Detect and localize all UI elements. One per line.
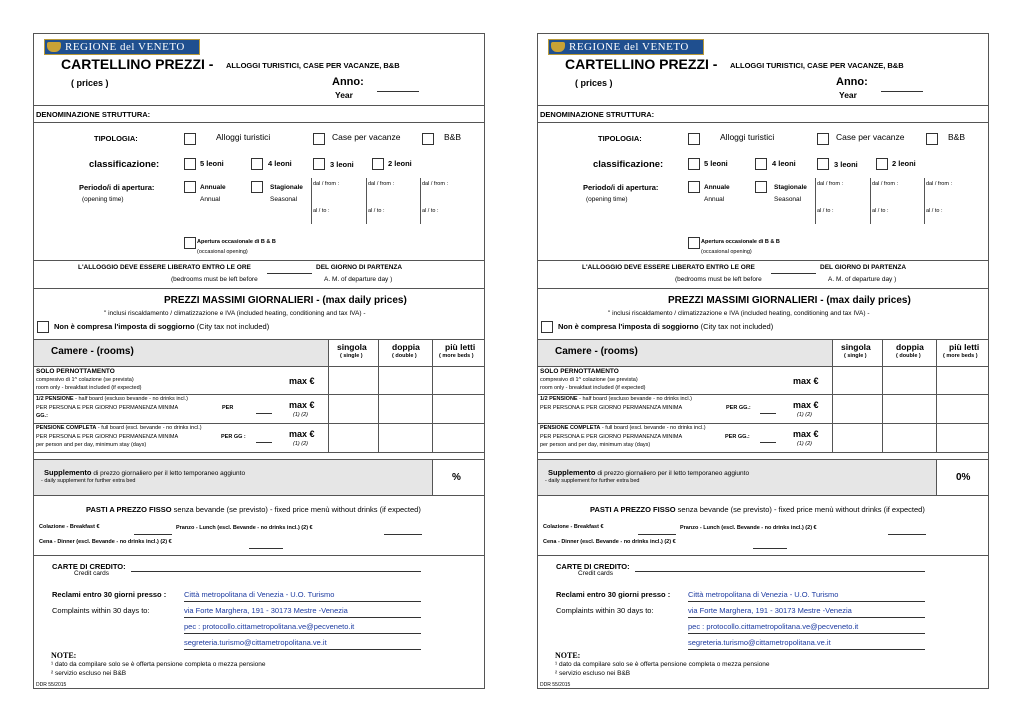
- camere-header: Camere - (rooms): [51, 346, 134, 357]
- pensione-completa-pergg: PER GG :: [221, 434, 246, 440]
- note-2: ² servizio escluso nei B&B: [555, 670, 631, 677]
- checkbox-apertura-occasionale[interactable]: [688, 237, 700, 249]
- pensione-completa-label: PENSIONE COMPLETA - full board (escl. bevande - no drinks incl.): [540, 425, 706, 431]
- price-card-right: [537, 33, 989, 689]
- stagionale-label: Stagionale: [270, 184, 303, 191]
- mezza-pensione-gg-field[interactable]: [760, 413, 776, 414]
- carte-credito-field[interactable]: [635, 571, 925, 572]
- anno-label: Anno:: [836, 76, 868, 88]
- contact-line-4: segreteria.turismo@cittametropolitana.ve.it: [688, 638, 831, 647]
- mezza-pensione-label: 1/2 PENSIONE - half board (escluso bevande - no drinks incl.): [36, 396, 188, 402]
- double-header: ( double ): [392, 353, 417, 359]
- prices-label: ( prices ): [71, 78, 109, 88]
- checkbox-alloggi-turistici[interactable]: [184, 133, 196, 145]
- apertura-occasionale-label: Apertura occasionale di B & B: [197, 239, 276, 245]
- option-3-leoni: 3 leoni: [330, 160, 354, 169]
- checkbox-imposta-soggiorno[interactable]: [37, 321, 49, 333]
- mezza-pensione-gg: GG.:: [36, 413, 48, 419]
- checkbox-4-leoni[interactable]: [251, 158, 263, 170]
- max-euro-mezza: max €: [793, 400, 819, 410]
- mezza-pensione-gg-field[interactable]: [256, 413, 272, 414]
- regione-veneto-logo: [44, 39, 200, 55]
- option-bb: B&B: [444, 132, 462, 142]
- option-3-leoni: 3 leoni: [834, 160, 858, 169]
- contact-line-2: via Forte Marghera, 191 - 30173 Mestre -Venezia: [688, 606, 852, 615]
- tipologia-label: TIPOLOGIA:: [598, 134, 642, 143]
- dal-from-1: dal / from :: [817, 181, 843, 187]
- logo-text: REGIONE del VENETO: [569, 41, 689, 53]
- note-12-completa: (1) (2): [293, 441, 308, 447]
- supplemento-label: Supplemento di prezzo giornaliero per il letto temporaneo aggiunto: [548, 468, 750, 477]
- mezza-pensione-per: PER GG.:: [726, 405, 751, 411]
- footer-code: DDR 55/2015: [540, 682, 571, 688]
- option-alloggi-turistici: Alloggi turistici: [720, 132, 775, 142]
- bedrooms-left-label: (bedrooms must be left before: [675, 276, 762, 283]
- checkbox-2-leoni[interactable]: [372, 158, 384, 170]
- checkbox-stagionale[interactable]: [755, 181, 767, 193]
- checkbox-5-leoni[interactable]: [688, 158, 700, 170]
- opening-time-label: (opening time): [586, 196, 628, 203]
- pensione-completa-gg-field[interactable]: [760, 442, 776, 443]
- mezza-pensione-label: 1/2 PENSIONE - half board (escluso bevande - no drinks incl.): [540, 396, 692, 402]
- checkbox-bb[interactable]: [422, 133, 434, 145]
- inclusi-note: " inclusi riscaldamento / climatizzazione e IVA (included heating, conditioning and tax IVA) -: [104, 310, 366, 317]
- apertura-occasionale-label: Apertura occasionale di B & B: [701, 239, 780, 245]
- anno-label: Anno:: [332, 76, 364, 88]
- annuale-label: Annuale: [704, 184, 730, 191]
- note-12-mezza: (1) (2): [797, 412, 812, 418]
- orario-field[interactable]: [267, 273, 312, 274]
- note-2: ² servizio escluso nei B&B: [51, 670, 127, 677]
- contact-line-4: segreteria.turismo@cittametropolitana.ve.it: [184, 638, 327, 647]
- pensione-completa-l2: PER PERSONA E PER GIORNO PERMANENZA MINIMA: [36, 434, 179, 440]
- pensione-completa-gg-field[interactable]: [256, 442, 272, 443]
- note-12-mezza: (1) (2): [293, 412, 308, 418]
- footer-code: DDR 55/2015: [36, 682, 67, 688]
- single-header: ( single ): [844, 353, 867, 359]
- mezza-pensione-l2: PER PERSONA E PER GIORNO PERMANENZA MINIMA: [36, 405, 179, 411]
- pasti-title: PASTI A PREZZO FISSO senza bevande (se previsto) - fixed price menù without drinks (if expected): [590, 505, 925, 514]
- cena-field[interactable]: [753, 548, 787, 549]
- supplemento-l2: - daily supplement for further extra bed: [545, 478, 640, 484]
- al-to-2: al / to :: [872, 208, 889, 214]
- option-case-per-vacanze: Case per vacanze: [332, 132, 401, 142]
- dal-from-3: dal / from :: [422, 181, 448, 187]
- note-title: NOTE:: [555, 651, 581, 660]
- checkbox-3-leoni[interactable]: [313, 158, 325, 170]
- solo-pernottamento-label: SOLO PERNOTTAMENTO: [36, 368, 115, 375]
- credit-cards-label: Credit cards: [74, 570, 110, 577]
- cena-label: Cena - Dinner (escl. Bevande - no drinks incl.) (2) €: [39, 539, 172, 545]
- singola-header: singola: [337, 342, 367, 352]
- option-bb: B&B: [948, 132, 966, 142]
- note-1: ¹ dato da compilare solo se è offerta pensione completa o mezza pensione: [51, 661, 266, 668]
- note-title: NOTE:: [51, 651, 77, 660]
- lion-shield-icon: [551, 42, 565, 52]
- supplemento-label: Supplemento di prezzo giornaliero per il letto temporaneo aggiunto: [44, 468, 246, 477]
- prezzi-massimi-title: PREZZI MASSIMI GIORNALIERI - (max daily prices): [668, 295, 911, 306]
- max-euro-completa: max €: [793, 429, 819, 439]
- solo-pernottamento-l2: compresivo di 1^ colazione (se prevista): [36, 377, 134, 383]
- option-5-leoni: 5 leoni: [704, 159, 728, 168]
- periodo-label: Periodo/i di apertura:: [79, 183, 155, 192]
- cena-label: Cena - Dinner (escl. Bevande - no drinks incl.) (2) €: [543, 539, 676, 545]
- periodo-label: Periodo/i di apertura:: [583, 183, 659, 192]
- dal-from-3: dal / from :: [926, 181, 952, 187]
- prezzi-massimi-title: PREZZI MASSIMI GIORNALIERI - (max daily prices): [164, 295, 407, 306]
- pranzo-label: Pranzo - Lunch (escl. Bevande - no drinks incl.) (2) €: [680, 525, 817, 531]
- checkbox-apertura-occasionale[interactable]: [184, 237, 196, 249]
- regione-veneto-logo: [548, 39, 704, 55]
- annual-label: Annual: [200, 196, 221, 203]
- supplemento-value: %: [452, 472, 461, 483]
- checkbox-alloggi-turistici[interactable]: [688, 133, 700, 145]
- checkbox-case-per-vacanze[interactable]: [817, 133, 829, 145]
- mezza-pensione-l2: PER PERSONA E PER GIORNO PERMANENZA MINIMA: [540, 405, 683, 411]
- complaints-label: Complaints within 30 days to:: [556, 606, 654, 615]
- max-euro-solo: max €: [793, 376, 819, 386]
- max-euro-completa: max €: [289, 429, 315, 439]
- checkbox-5-leoni[interactable]: [184, 158, 196, 170]
- piu-letti-header: più letti: [949, 342, 980, 352]
- option-alloggi-turistici: Alloggi turistici: [216, 132, 271, 142]
- form-subtitle: ALLOGGI TURISTICI, CASE PER VACANZE, B&B: [226, 61, 400, 70]
- imposta-note: Non è compresa l'imposta di soggiorno (City tax not included): [54, 322, 270, 331]
- al-to-3: al / to :: [926, 208, 943, 214]
- pensione-completa-l2: PER PERSONA E PER GIORNO PERMANENZA MINIMA: [540, 434, 683, 440]
- option-5-leoni: 5 leoni: [200, 159, 224, 168]
- price-card-left: [33, 33, 485, 689]
- double-header: ( double ): [896, 353, 921, 359]
- piu-letti-header: più letti: [445, 342, 476, 352]
- cena-field[interactable]: [249, 548, 283, 549]
- doppia-header: doppia: [896, 342, 924, 352]
- checkbox-3-leoni[interactable]: [817, 158, 829, 170]
- checkbox-2-leoni[interactable]: [876, 158, 888, 170]
- pensione-completa-label: PENSIONE COMPLETA - full board (escl. bevande - no drinks incl.): [36, 425, 202, 431]
- contact-line-1: Città metropolitana di Venezia - U.O. Turismo: [688, 590, 839, 599]
- year-label: Year: [335, 90, 353, 100]
- tipologia-label: TIPOLOGIA:: [94, 134, 138, 143]
- option-2-leoni: 2 leoni: [388, 159, 412, 168]
- checkbox-4-leoni[interactable]: [755, 158, 767, 170]
- max-euro-mezza: max €: [289, 400, 315, 410]
- carte-credito-field[interactable]: [131, 571, 421, 572]
- checkbox-imposta-soggiorno[interactable]: [541, 321, 553, 333]
- liberato-label: L'ALLOGGIO DEVE ESSERE LIBERATO ENTRO LE ORE: [582, 264, 755, 271]
- am-departure-label: A. M. of departure day ): [324, 276, 393, 283]
- note-12-completa: (1) (2): [797, 441, 812, 447]
- inclusi-note: " inclusi riscaldamento / climatizzazione e IVA (included heating, conditioning and tax IVA) -: [608, 310, 870, 317]
- denominazione-label: DENOMINAZIONE STRUTTURA:: [540, 110, 655, 119]
- year-label: Year: [839, 90, 857, 100]
- al-to-2: al / to :: [368, 208, 385, 214]
- more-beds-header: ( more beds ): [439, 353, 474, 359]
- checkbox-stagionale[interactable]: [251, 181, 263, 193]
- anno-field[interactable]: [377, 91, 419, 92]
- supplemento-l2: - daily supplement for further extra bed: [41, 478, 136, 484]
- credit-cards-label: Credit cards: [578, 570, 614, 577]
- logo-text: REGIONE del VENETO: [65, 41, 185, 53]
- checkbox-annuale[interactable]: [184, 181, 196, 193]
- dal-from-1: dal / from :: [313, 181, 339, 187]
- am-departure-label: A. M. of departure day ): [828, 276, 897, 283]
- giorno-partenza-label: DEL GIORNO DI PARTENZA: [820, 264, 907, 271]
- checkbox-bb[interactable]: [926, 133, 938, 145]
- solo-pernottamento-l3: room only - breakfast included (if expected): [540, 385, 646, 391]
- pensione-completa-l3: per person and per day, minimum stay (days): [540, 442, 651, 448]
- anno-field[interactable]: [881, 91, 923, 92]
- al-to-3: al / to :: [422, 208, 439, 214]
- form-title: CARTELLINO PREZZI -: [565, 56, 718, 72]
- colazione-label: Colazione - Breakfast €: [39, 524, 100, 530]
- option-2-leoni: 2 leoni: [892, 159, 916, 168]
- mezza-pensione-per: PER: [222, 405, 234, 411]
- colazione-label: Colazione - Breakfast €: [543, 524, 604, 530]
- orario-field[interactable]: [771, 273, 816, 274]
- pensione-completa-l3: per person and per day, minimum stay (days): [36, 442, 147, 448]
- reclami-label: Reclami entro 30 giorni presso :: [556, 590, 671, 599]
- occasional-opening-label: (occasional opening): [197, 249, 248, 255]
- contact-line-1: Città metropolitana di Venezia - U.O. Turismo: [184, 590, 335, 599]
- imposta-note: Non è compresa l'imposta di soggiorno (City tax not included): [558, 322, 774, 331]
- camere-header: Camere - (rooms): [555, 346, 638, 357]
- option-4-leoni: 4 leoni: [268, 159, 292, 168]
- carte-credito-label: CARTE DI CREDITO:: [52, 562, 126, 571]
- more-beds-header: ( more beds ): [943, 353, 978, 359]
- doppia-header: doppia: [392, 342, 420, 352]
- complaints-label: Complaints within 30 days to:: [52, 606, 150, 615]
- stagionale-label: Stagionale: [774, 184, 807, 191]
- contact-line-2: via Forte Marghera, 191 - 30173 Mestre -Venezia: [184, 606, 348, 615]
- option-4-leoni: 4 leoni: [772, 159, 796, 168]
- dal-from-2: dal / from :: [872, 181, 898, 187]
- denominazione-label: DENOMINAZIONE STRUTTURA:: [36, 110, 151, 119]
- pensione-completa-pergg: PER GG.:: [725, 434, 750, 440]
- annuale-label: Annuale: [200, 184, 226, 191]
- giorno-partenza-label: DEL GIORNO DI PARTENZA: [316, 264, 403, 271]
- bedrooms-left-label: (bedrooms must be left before: [171, 276, 258, 283]
- form-title: CARTELLINO PREZZI -: [61, 56, 214, 72]
- pranzo-field[interactable]: [384, 534, 422, 535]
- form-subtitle: ALLOGGI TURISTICI, CASE PER VACANZE, B&B: [730, 61, 904, 70]
- max-euro-solo: max €: [289, 376, 315, 386]
- occasional-opening-label: (occasional opening): [701, 249, 752, 255]
- colazione-field[interactable]: [134, 534, 172, 535]
- seasonal-label: Seasonal: [270, 196, 298, 203]
- checkbox-annuale[interactable]: [688, 181, 700, 193]
- prices-label: ( prices ): [575, 78, 613, 88]
- option-case-per-vacanze: Case per vacanze: [836, 132, 905, 142]
- singola-header: singola: [841, 342, 871, 352]
- al-to-1: al / to :: [313, 208, 330, 214]
- solo-pernottamento-l2: compresivo di 1^ colazione (se prevista): [540, 377, 638, 383]
- carte-credito-label: CARTE DI CREDITO:: [556, 562, 630, 571]
- dal-from-2: dal / from :: [368, 181, 394, 187]
- seasonal-label: Seasonal: [774, 196, 802, 203]
- note-1: ¹ dato da compilare solo se è offerta pensione completa o mezza pensione: [555, 661, 770, 668]
- pranzo-label: Pranzo - Lunch (escl. Bevande - no drinks incl.) (2) €: [176, 525, 313, 531]
- pranzo-field[interactable]: [888, 534, 926, 535]
- liberato-label: L'ALLOGGIO DEVE ESSERE LIBERATO ENTRO LE ORE: [78, 264, 251, 271]
- reclami-label: Reclami entro 30 giorni presso :: [52, 590, 167, 599]
- supplemento-value: 0%: [956, 472, 971, 483]
- opening-time-label: (opening time): [82, 196, 124, 203]
- single-header: ( single ): [340, 353, 363, 359]
- al-to-1: al / to :: [817, 208, 834, 214]
- solo-pernottamento-l3: room only - breakfast included (if expected): [36, 385, 142, 391]
- contact-line-3: pec : protocollo.cittametropolitana.ve@pecveneto.it: [184, 622, 355, 631]
- annual-label: Annual: [704, 196, 725, 203]
- checkbox-case-per-vacanze[interactable]: [313, 133, 325, 145]
- classificazione-label: classificazione:: [89, 159, 160, 170]
- pasti-title: PASTI A PREZZO FISSO senza bevande (se previsto) - fixed price menù without drinks (if expected): [86, 505, 421, 514]
- colazione-field[interactable]: [638, 534, 676, 535]
- lion-shield-icon: [47, 42, 61, 52]
- classificazione-label: classificazione:: [593, 159, 664, 170]
- solo-pernottamento-label: SOLO PERNOTTAMENTO: [540, 368, 619, 375]
- contact-line-3: pec : protocollo.cittametropolitana.ve@pecveneto.it: [688, 622, 859, 631]
